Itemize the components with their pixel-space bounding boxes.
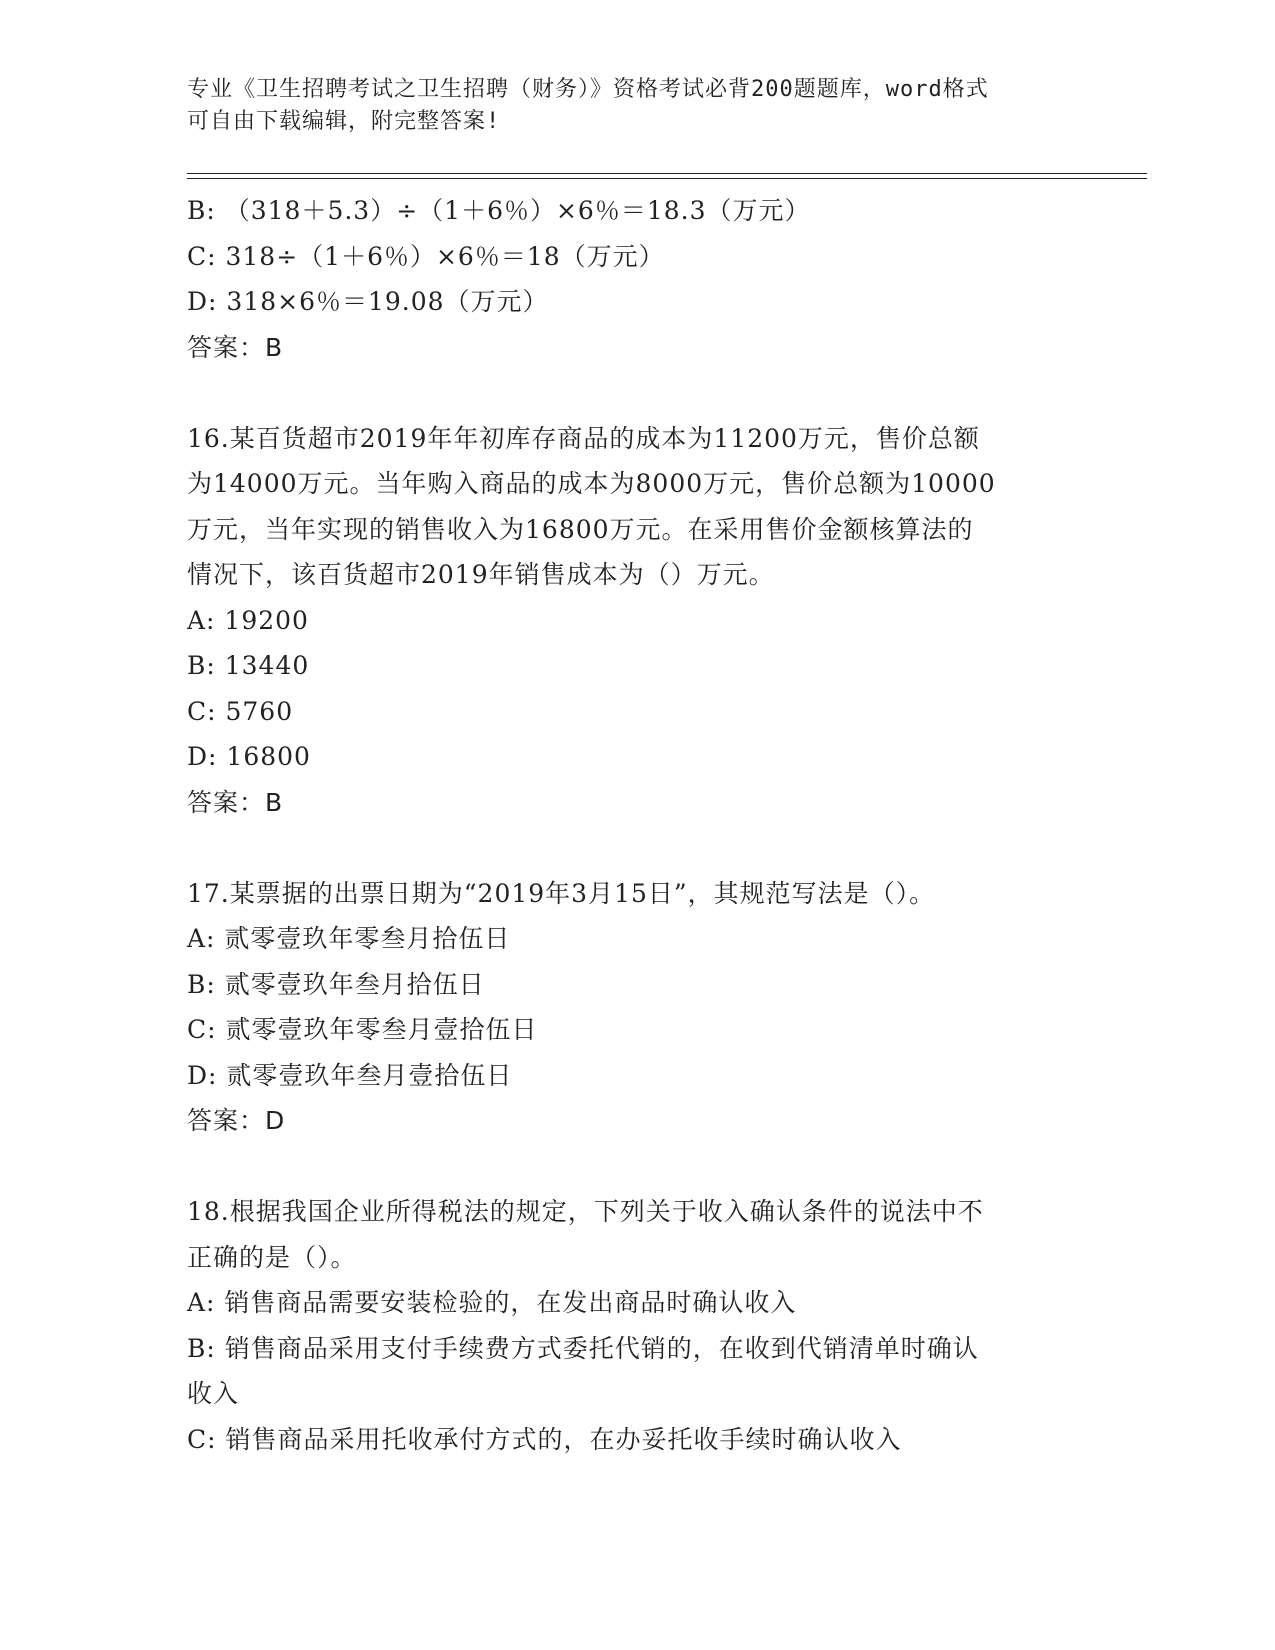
option-b-continued: 收入 bbox=[187, 1379, 240, 1408]
question-stem: 正确的是（）。 bbox=[187, 1242, 357, 1272]
question-stem: 万元，当年实现的销售收入为16800万元。在采用售价金额核算法的 bbox=[187, 514, 974, 544]
option-d: D: 16800 bbox=[187, 742, 311, 771]
document-header bbox=[187, 74, 1077, 138]
header-rule-top bbox=[187, 173, 1147, 174]
option-b: B: 13440 bbox=[187, 651, 310, 680]
question-stem: 情况下，该百货超市2019年销售成本为（）万元。 bbox=[187, 560, 775, 589]
option-a: A: 19200 bbox=[187, 605, 309, 635]
question-content bbox=[187, 188, 1097, 1462]
header-line-1: 专业《卫生招聘考试之卫生招聘（财务）》资格考试必背200题题库，word格式 bbox=[187, 77, 989, 102]
answer-line: 答案：B bbox=[187, 787, 284, 817]
question-stem: 16.某百货超市2019年年初库存商品的成本为11200万元，售价总额 bbox=[187, 423, 980, 453]
option-a: A: 销售商品需要安装检验的，在发出商品时确认收入 bbox=[187, 1288, 797, 1317]
option-d: D: 贰零壹玖年叁月壹拾伍日 bbox=[187, 1060, 513, 1090]
answer-line: 答案：D bbox=[187, 1106, 286, 1135]
option-b: B: 贰零壹玖年叁月拾伍日 bbox=[187, 969, 485, 999]
option-c: C: 销售商品采用托收承付方式的，在办妥托收手续时确认收入 bbox=[187, 1424, 902, 1454]
option-c: C: 5760 bbox=[187, 696, 294, 726]
option-c: C: 318÷（1＋6％）×6％＝18（万元） bbox=[187, 241, 665, 271]
question-18 bbox=[187, 1189, 1097, 1462]
option-b: B: 销售商品采用支付手续费方式委托代销的，在收到代销清单时确认 bbox=[187, 1333, 979, 1363]
question-stem: 18.根据我国企业所得税法的规定，下列关于收入确认条件的说法中不 bbox=[187, 1197, 984, 1226]
question-stem: 为14000万元。当年购入商品的成本为8000万元，售价总额为10000 bbox=[187, 469, 996, 498]
spacer bbox=[187, 1144, 1097, 1190]
answer-line: 答案：B bbox=[187, 332, 284, 362]
spacer bbox=[187, 370, 1097, 416]
question-17 bbox=[187, 871, 1097, 1144]
header-rule-bottom bbox=[187, 178, 1147, 179]
question-16 bbox=[187, 416, 1097, 826]
option-b: B: （318＋5.3）÷（1＋6％）×6％＝18.3（万元） bbox=[187, 196, 811, 225]
option-d: D: 318×6％＝19.08（万元） bbox=[187, 287, 549, 316]
spacer bbox=[187, 825, 1097, 871]
option-a: A: 贰零壹玖年零叁月拾伍日 bbox=[187, 924, 511, 953]
header-line-2: 可自由下载编辑，附完整答案! bbox=[187, 109, 501, 134]
option-c: C: 贰零壹玖年零叁月壹拾伍日 bbox=[187, 1015, 538, 1044]
question-stem: 17.某票据的出票日期为“2019年3月15日”，其规范写法是（）。 bbox=[187, 878, 936, 908]
previous-question-tail bbox=[187, 188, 1097, 370]
